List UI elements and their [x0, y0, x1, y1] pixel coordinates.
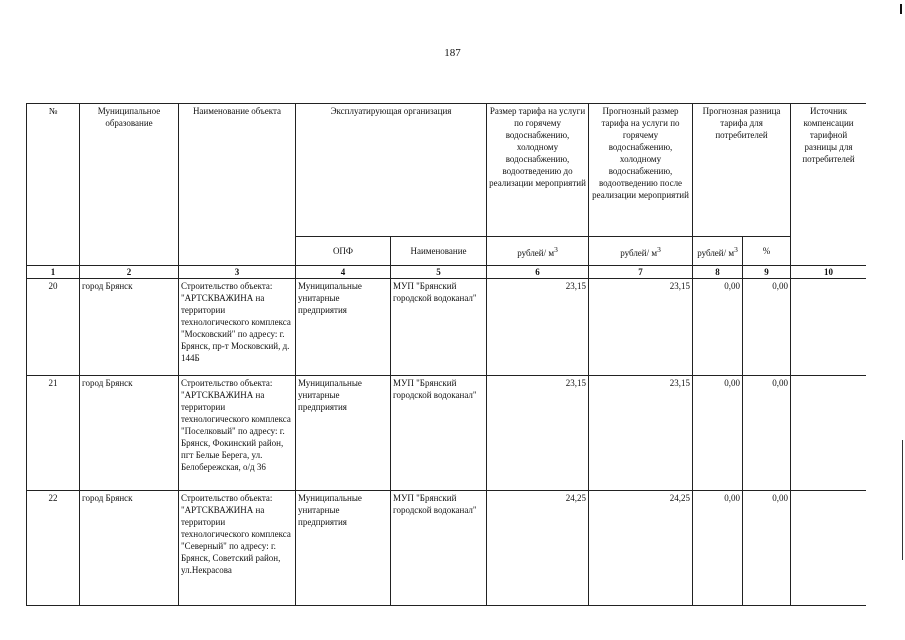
row-tariff-forecast: 24,25 [589, 491, 693, 606]
row-diff-percent: 0,00 [743, 491, 791, 606]
table-row [27, 376, 867, 491]
header-municipality: Муниципальное образование [80, 104, 179, 266]
scan-mark [900, 4, 902, 14]
column-number: 4 [296, 266, 391, 279]
column-number: 1 [27, 266, 80, 279]
row-object: Строительство объекта: "АРТСКВАЖИНА на территории технологического комплекса "Северный" по адресу: г. Брянск, Советский район, ул.Некрасова [179, 491, 296, 606]
row-diff-rub: 0,00 [693, 491, 743, 606]
column-number: 7 [589, 266, 693, 279]
column-number: 10 [791, 266, 866, 279]
row-diff-rub: 0,00 [693, 279, 743, 376]
row-tariff-before: 23,15 [487, 279, 589, 376]
row-no: 22 [27, 491, 80, 606]
column-number: 9 [743, 266, 791, 279]
table-row [27, 279, 867, 376]
row-tariff-before: 24,25 [487, 491, 589, 606]
row-municipality: город Брянск [80, 376, 179, 491]
row-diff-percent: 0,00 [743, 279, 791, 376]
unit-tariff-forecast: рублей/ $м^3$ [589, 237, 693, 266]
row-diff-percent: 0,00 [743, 376, 791, 491]
header-operator: Эксплуатирующая организация [296, 104, 487, 237]
subheader-opf: ОПФ [296, 237, 391, 266]
row-diff-rub: 0,00 [693, 376, 743, 491]
row-source [791, 279, 866, 376]
row-object: Строительство объекта: "АРТСКВАЖИНА на территории технологического комплекса "Поселковый" по адресу: г. Брянск, Фокинский район, пгт Белые Берега, ул. Белобережская, о/д 36 [179, 376, 296, 491]
row-municipality: город Брянск [80, 279, 179, 376]
page-number: 187 [444, 47, 461, 59]
subheader-name: Наименование [391, 237, 487, 266]
scan-edge-line [902, 440, 903, 560]
column-number: 2 [80, 266, 179, 279]
unit-tariff-before: рублей/ $м^3$ [487, 237, 589, 266]
header-tariff-forecast: Прогнозный размер тарифа на услуги по горячему водоснабжению, холодному водоснабжению, водоотведению после реализации мероприятий [589, 104, 693, 237]
row-org-name: МУП "Брянский городской водоканал" [391, 279, 487, 376]
header-object: Наименование объекта [179, 104, 296, 266]
column-number: 5 [391, 266, 487, 279]
row-no: 20 [27, 279, 80, 376]
tariff-table [26, 103, 866, 606]
column-number: 3 [179, 266, 296, 279]
header-tariff-before: Размер тарифа на услуги по горячему водоснабжению, холодному водоснабжению, водоотведению до реализации мероприятий [487, 104, 589, 237]
row-source [791, 376, 866, 491]
row-object: Строительство объекта: "АРТСКВАЖИНА на территории технологического комплекса "Московский" по адресу: г. Брянск, пр-т Московский, д. 144Б [179, 279, 296, 376]
header-source: Источник компенсации тарифной разницы для потребителей [791, 104, 866, 266]
header-diff: Прогнозная разница тарифа для потребителей [693, 104, 791, 237]
row-opf: Муниципальные унитарные предприятия [296, 376, 391, 491]
row-municipality: город Брянск [80, 491, 179, 606]
row-no: 21 [27, 376, 80, 491]
unit-diff-percent: % [743, 237, 791, 266]
header-no: № [27, 104, 80, 266]
row-source [791, 491, 866, 606]
row-opf: Муниципальные унитарные предприятия [296, 491, 391, 606]
tariff-table-container [26, 103, 866, 640]
row-opf: Муниципальные унитарные предприятия [296, 279, 391, 376]
column-number-row [27, 266, 867, 279]
row-tariff-before: 23,15 [487, 376, 589, 491]
header-row [27, 104, 867, 237]
column-number: 6 [487, 266, 589, 279]
table-row [27, 491, 867, 606]
column-number: 8 [693, 266, 743, 279]
row-org-name: МУП "Брянский городской водоканал" [391, 491, 487, 606]
row-tariff-forecast: 23,15 [589, 279, 693, 376]
unit-diff-rub: рублей/ $м^3$ [693, 237, 743, 266]
row-org-name: МУП "Брянский городской водоканал" [391, 376, 487, 491]
row-tariff-forecast: 23,15 [589, 376, 693, 491]
